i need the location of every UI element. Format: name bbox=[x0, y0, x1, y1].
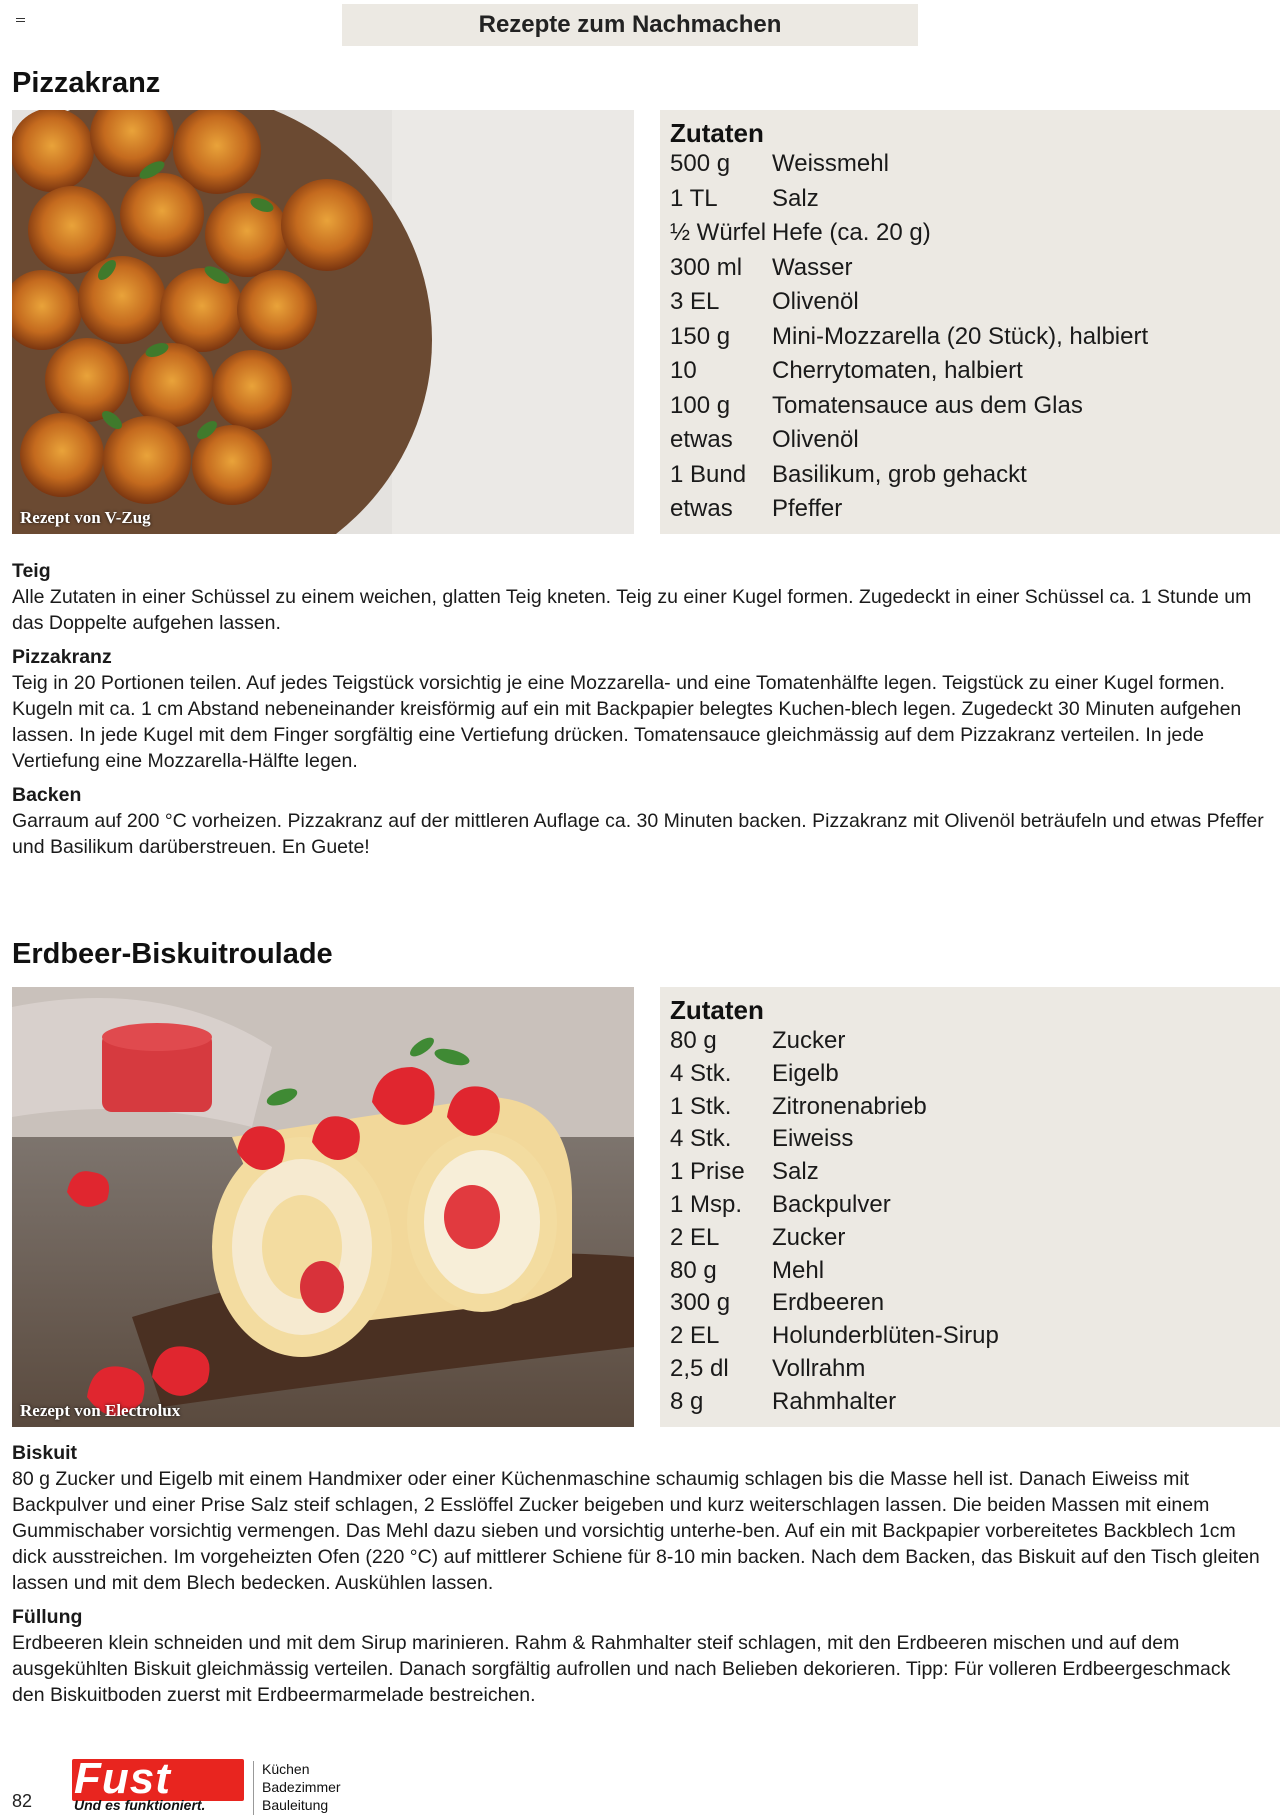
ingredients-list bbox=[670, 1027, 1270, 1421]
ingredient-qty: 10 bbox=[670, 357, 697, 384]
ingredient-row bbox=[670, 254, 1270, 289]
ingredient-name: Vollrahm bbox=[772, 1354, 866, 1382]
ingredient-name: Backpulver bbox=[772, 1190, 891, 1218]
ingredient-name: Cherrytomaten, halbiert bbox=[772, 357, 1023, 384]
ingredient-row bbox=[670, 392, 1270, 427]
recipe-photo bbox=[12, 110, 634, 534]
step-section bbox=[12, 558, 1268, 636]
ingredient-qty: 3 EL bbox=[670, 288, 720, 315]
ingredient-qty: 80 g bbox=[670, 1027, 717, 1054]
recipe-erdbeer-biskuitroulade bbox=[12, 937, 1280, 1706]
step-heading: Biskuit bbox=[12, 1442, 78, 1464]
ingredient-name: Mehl bbox=[772, 1256, 825, 1284]
ingredient-name: Eigelb bbox=[772, 1059, 839, 1087]
ingredient-row bbox=[670, 288, 1270, 323]
ingredient-qty: 150 g bbox=[670, 322, 731, 350]
step-text: Garraum auf 200 °C vorheizen. Pizzakranz auf der mittleren Auflage ca. 30 Minuten backen. Pizzakranz mit Olivenöl beträufeln und etwas Pfeffer und Basilikum darüberstreuen. En Guete! bbox=[12, 810, 1264, 858]
ingredients-title: Zutaten bbox=[670, 118, 764, 148]
ingredient-row bbox=[670, 219, 1270, 254]
ingredient-qty: 1 TL bbox=[670, 184, 718, 212]
ingredient-qty: 80 g bbox=[670, 1256, 717, 1284]
ingredient-qty: 1 Bund bbox=[670, 460, 747, 488]
step-heading: Pizzakranz bbox=[12, 646, 112, 668]
ingredient-qty: 1 Msp. bbox=[670, 1190, 743, 1218]
ingredient-name: Weissmehl bbox=[772, 150, 889, 177]
step-section bbox=[12, 644, 1268, 774]
ingredients-box bbox=[660, 987, 1280, 1427]
step-heading: Backen bbox=[12, 784, 82, 806]
ingredient-name: Olivenöl bbox=[772, 288, 859, 315]
ingredient-name: Zucker bbox=[772, 1223, 846, 1251]
ingredient-qty: 500 g bbox=[670, 150, 731, 177]
step-text: 80 g Zucker und Eigelb mit einem Handmixer oder einer Küchenmaschine schaumig schlagen bis die Masse hell ist. Danach Eiweiss mit Backpulver und einer Prise Salz steif schlagen, 2 Esslöffel Zucker beigeben und kurz weiterschlagen lassen. Die beiden Massen mit einem Gummischaber vorsichtig vermengen. Das Mehl dazu sieben und vorsichtig unterhe-ben. Auf ein mit Backpapier vorbereitetes Backblech 1cm dick ausstreichen. Im vorgeheizten Ofen (220 °C) auf mittlerer Schiene für 8-10 min backen. Nach dem Backen, das Biskuit auf den Tisch gleiten lassen und mit dem Blech bedecken. Auskühlen lassen. bbox=[12, 1468, 1260, 1594]
ingredient-row bbox=[670, 1224, 1270, 1257]
ingredient-row bbox=[670, 495, 1270, 530]
ingredient-name: Rahmhalter bbox=[772, 1387, 897, 1415]
biskuitroulade-image bbox=[12, 987, 634, 1427]
ingredient-row bbox=[670, 1257, 1270, 1290]
ingredient-qty: etwas bbox=[670, 426, 733, 453]
ingredient-row bbox=[670, 185, 1270, 220]
step-text: Alle Zutaten in einer Schüssel zu einem weichen, glatten Teig kneten. Teig zu einer Kugel formen. Zugedeckt in einer Schüssel ca. 1 Stunde um das Doppelte aufgehen lassen. bbox=[12, 586, 1252, 634]
ingredient-qty: 1 Stk. bbox=[670, 1092, 732, 1120]
ingredient-row bbox=[670, 357, 1270, 392]
service-item: Bauleitung bbox=[262, 1797, 329, 1813]
ingredients-box bbox=[660, 110, 1280, 534]
recipe-title: Erdbeer-Biskuitroulade bbox=[12, 938, 333, 970]
ingredient-row bbox=[670, 1060, 1270, 1093]
ingredient-name: Eiweiss bbox=[772, 1125, 854, 1153]
pizzakranz-image bbox=[12, 110, 634, 534]
ingredient-qty: ½ Würfel bbox=[670, 219, 767, 246]
ingredient-qty: 4 Stk. bbox=[670, 1125, 732, 1153]
ingredient-name: Holunderblüten-Sirup bbox=[772, 1322, 999, 1350]
page-footer bbox=[12, 1755, 412, 1815]
recipe-title: Pizzakranz bbox=[12, 67, 161, 99]
page-number: 82 bbox=[12, 1791, 33, 1811]
ingredient-row bbox=[670, 1158, 1270, 1191]
ingredient-name: Hefe (ca. 20 g) bbox=[772, 219, 931, 246]
ingredient-qty: etwas bbox=[670, 495, 733, 522]
ingredient-name: Zitronenabrieb bbox=[772, 1092, 927, 1120]
ingredient-name: Wasser bbox=[772, 253, 853, 281]
ingredient-name: Tomatensauce aus dem Glas bbox=[772, 391, 1083, 419]
ingredient-row bbox=[670, 461, 1270, 496]
ingredient-qty: 4 Stk. bbox=[670, 1059, 732, 1087]
page-header-title: Rezepte zum Nachmachen bbox=[478, 11, 782, 38]
recipe-steps bbox=[12, 558, 1268, 868]
ingredient-qty: 1 Prise bbox=[670, 1158, 745, 1186]
recipe-pizzakranz bbox=[12, 66, 1280, 858]
ingredient-row bbox=[670, 1289, 1270, 1322]
ingredient-qty: 8 g bbox=[670, 1387, 704, 1415]
page-header bbox=[342, 4, 918, 46]
ingredient-name: Pfeffer bbox=[772, 495, 843, 522]
step-heading: Teig bbox=[12, 560, 51, 582]
divider bbox=[253, 1761, 254, 1815]
ingredient-row bbox=[670, 1125, 1270, 1158]
ingredients-list bbox=[670, 150, 1270, 530]
ingredient-name: Zucker bbox=[772, 1027, 846, 1054]
ingredient-qty: 300 g bbox=[670, 1289, 731, 1317]
ingredient-row bbox=[670, 150, 1270, 185]
ingredient-name: Salz bbox=[772, 1158, 819, 1186]
ingredient-qty: 2 EL bbox=[670, 1223, 720, 1251]
step-section bbox=[12, 1440, 1268, 1596]
logo-tagline: Und es funktioniert. bbox=[74, 1797, 206, 1813]
ingredient-row bbox=[670, 323, 1270, 358]
ingredient-row bbox=[670, 1093, 1270, 1126]
ingredient-name: Mini-Mozzarella (20 Stück), halbiert bbox=[772, 322, 1149, 350]
ingredient-qty: 2 EL bbox=[670, 1322, 720, 1350]
ingredient-qty: 300 ml bbox=[670, 253, 743, 281]
service-item: Küchen bbox=[262, 1761, 310, 1777]
step-text: Teig in 20 Portionen teilen. Auf jedes Teigstück vorsichtig je eine Mozzarella- und eine Tomatenhälfte legen. Teigstück zu einer Kugel formen. Kugeln mit ca. 1 cm Abstand nebeneinander kreisförmig auf ein mit Backpapier belegtes Kuchen-blech legen. Zugedeckt 30 Minuten aufgehen lassen. In jede Kugel mit dem Finger sorgfältig eine Vertiefung drücken. Tomatensauce gleichmässig auf dem Pizzakranz verteilen. In jede Vertiefung eine Mozzarella-Hälfte legen. bbox=[12, 672, 1242, 772]
ingredient-name: Olivenöl bbox=[772, 426, 859, 453]
recipe-photo bbox=[12, 987, 634, 1427]
ingredient-row bbox=[670, 1355, 1270, 1388]
ingredients-title: Zutaten bbox=[670, 995, 764, 1025]
photo-credit: Rezept von V-Zug bbox=[20, 508, 151, 527]
service-item: Badezimmer bbox=[262, 1779, 341, 1795]
ingredient-qty: 100 g bbox=[670, 391, 731, 419]
ingredient-row bbox=[670, 1322, 1270, 1355]
step-text: Erdbeeren klein schneiden und mit dem Sirup marinieren. Rahm & Rahmhalter steif schlagen, mit den Erdbeeren mischen und auf dem ausgekühlten Biskuit gleichmässig verteilen. Danach sorgfältig aufrollen und nach Belieben dekorieren. Tipp: Für volleren Erdbeergeschmack den Biskuitboden zuerst mit Erdbeermarmelade bestreichen. bbox=[12, 1632, 1231, 1706]
ingredient-name: Salz bbox=[772, 184, 819, 212]
photo-credit: Rezept von Electrolux bbox=[20, 1401, 181, 1420]
ingredient-row bbox=[670, 426, 1270, 461]
recipe-steps bbox=[12, 1440, 1268, 1716]
logo-text: Fust bbox=[74, 1754, 171, 1803]
ingredient-row bbox=[670, 1388, 1270, 1421]
ingredient-row bbox=[670, 1027, 1270, 1060]
ingredient-row bbox=[670, 1191, 1270, 1224]
step-section bbox=[12, 782, 1268, 860]
ingredient-name: Erdbeeren bbox=[772, 1289, 885, 1317]
step-section bbox=[12, 1604, 1268, 1708]
menu-icon[interactable] bbox=[16, 18, 25, 26]
step-heading: Füllung bbox=[12, 1606, 83, 1628]
ingredient-qty: 2,5 dl bbox=[670, 1354, 729, 1382]
ingredient-name: Basilikum, grob gehackt bbox=[772, 460, 1027, 488]
services-list bbox=[262, 1760, 341, 1814]
